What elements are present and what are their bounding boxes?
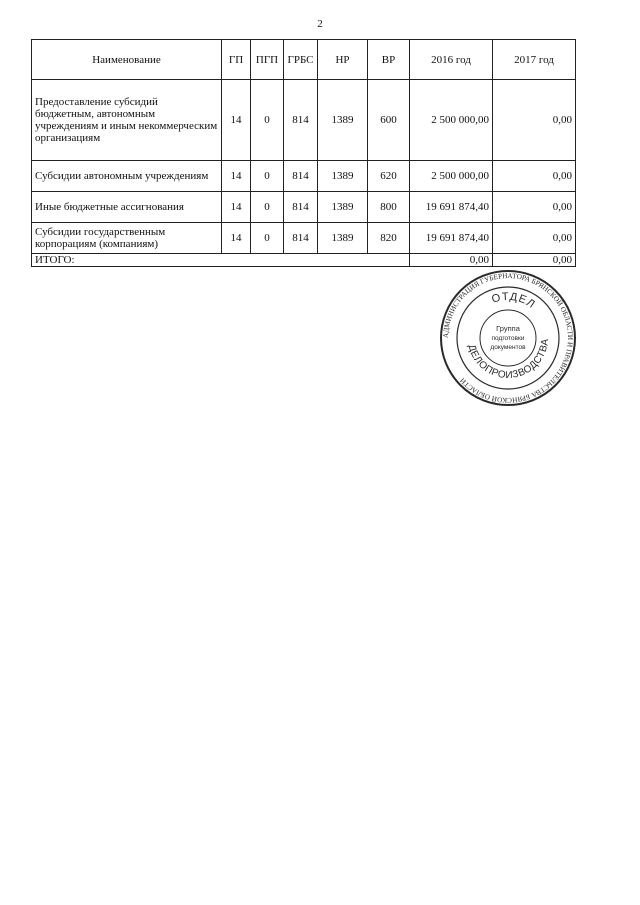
stamp-center-line1: Группа (496, 324, 520, 333)
row-gp: 14 (222, 80, 251, 161)
row-grbs: 814 (284, 161, 318, 192)
row-grbs: 814 (284, 80, 318, 161)
row-vr: 800 (368, 192, 410, 223)
row-2016: 2 500 000,00 (410, 80, 493, 161)
row-2016: 2 500 000,00 (410, 161, 493, 192)
header-grbs: ГРБС (284, 40, 318, 80)
row-vr: 620 (368, 161, 410, 192)
official-stamp (438, 268, 578, 408)
row-gp: 14 (222, 192, 251, 223)
row-grbs: 814 (284, 192, 318, 223)
row-pgp: 0 (251, 192, 284, 223)
stamp-outer-text: АДМИНИСТРАЦИЯ ГУБЕРНАТОРА БРЯНСКОЙ ОБЛАСТИ И ПРАВИТЕЛЬСТВА БРЯНСКОЙ ОБЛАСТИ (441, 271, 575, 405)
row-2017: 0,00 (493, 192, 576, 223)
row-vr: 820 (368, 223, 410, 254)
header-vr: ВР (368, 40, 410, 80)
budget-table (31, 39, 576, 267)
row-nr: 1389 (318, 223, 368, 254)
row-2016: 19 691 874,40 (410, 192, 493, 223)
row-pgp: 0 (251, 80, 284, 161)
table-row (32, 161, 576, 192)
total-2017: 0,00 (493, 254, 576, 267)
stamp-arc-top: ОТДЕЛ (490, 290, 538, 312)
row-name: Субсидии автономным учреждениям (32, 161, 222, 192)
row-nr: 1389 (318, 161, 368, 192)
table-row (32, 80, 576, 161)
row-2016: 19 691 874,40 (410, 223, 493, 254)
header-nr: НР (318, 40, 368, 80)
header-2017: 2017 год (493, 40, 576, 80)
row-grbs: 814 (284, 223, 318, 254)
stamp-center-line3: документов (490, 344, 526, 351)
row-2017: 0,00 (493, 161, 576, 192)
row-name: Иные бюджетные ассигнования (32, 192, 222, 223)
header-gp: ГП (222, 40, 251, 80)
stamp-center-line2: подготовки (491, 335, 525, 342)
header-pgp: ПГП (251, 40, 284, 80)
row-pgp: 0 (251, 223, 284, 254)
row-2017: 0,00 (493, 223, 576, 254)
total-row (32, 254, 576, 267)
row-pgp: 0 (251, 161, 284, 192)
table-header-row (32, 40, 576, 80)
row-gp: 14 (222, 223, 251, 254)
row-2017: 0,00 (493, 80, 576, 161)
total-label: ИТОГО: (32, 254, 410, 267)
table-row (32, 192, 576, 223)
row-name: Предоставление субсидий бюджетным, автономным учреждениям и иным некоммерческим организациям (32, 80, 222, 161)
row-name: Субсидии государственным корпорациям (компаниям) (32, 223, 222, 254)
header-name: Наименование (32, 40, 222, 80)
row-vr: 600 (368, 80, 410, 161)
page-number: 2 (317, 18, 323, 30)
row-nr: 1389 (318, 80, 368, 161)
stamp-arc-bottom: ДЕЛОПРОИЗВОДСТВА (465, 337, 552, 382)
header-2016: 2016 год (410, 40, 493, 80)
total-2016: 0,00 (410, 254, 493, 267)
row-gp: 14 (222, 161, 251, 192)
table-row (32, 223, 576, 254)
row-nr: 1389 (318, 192, 368, 223)
